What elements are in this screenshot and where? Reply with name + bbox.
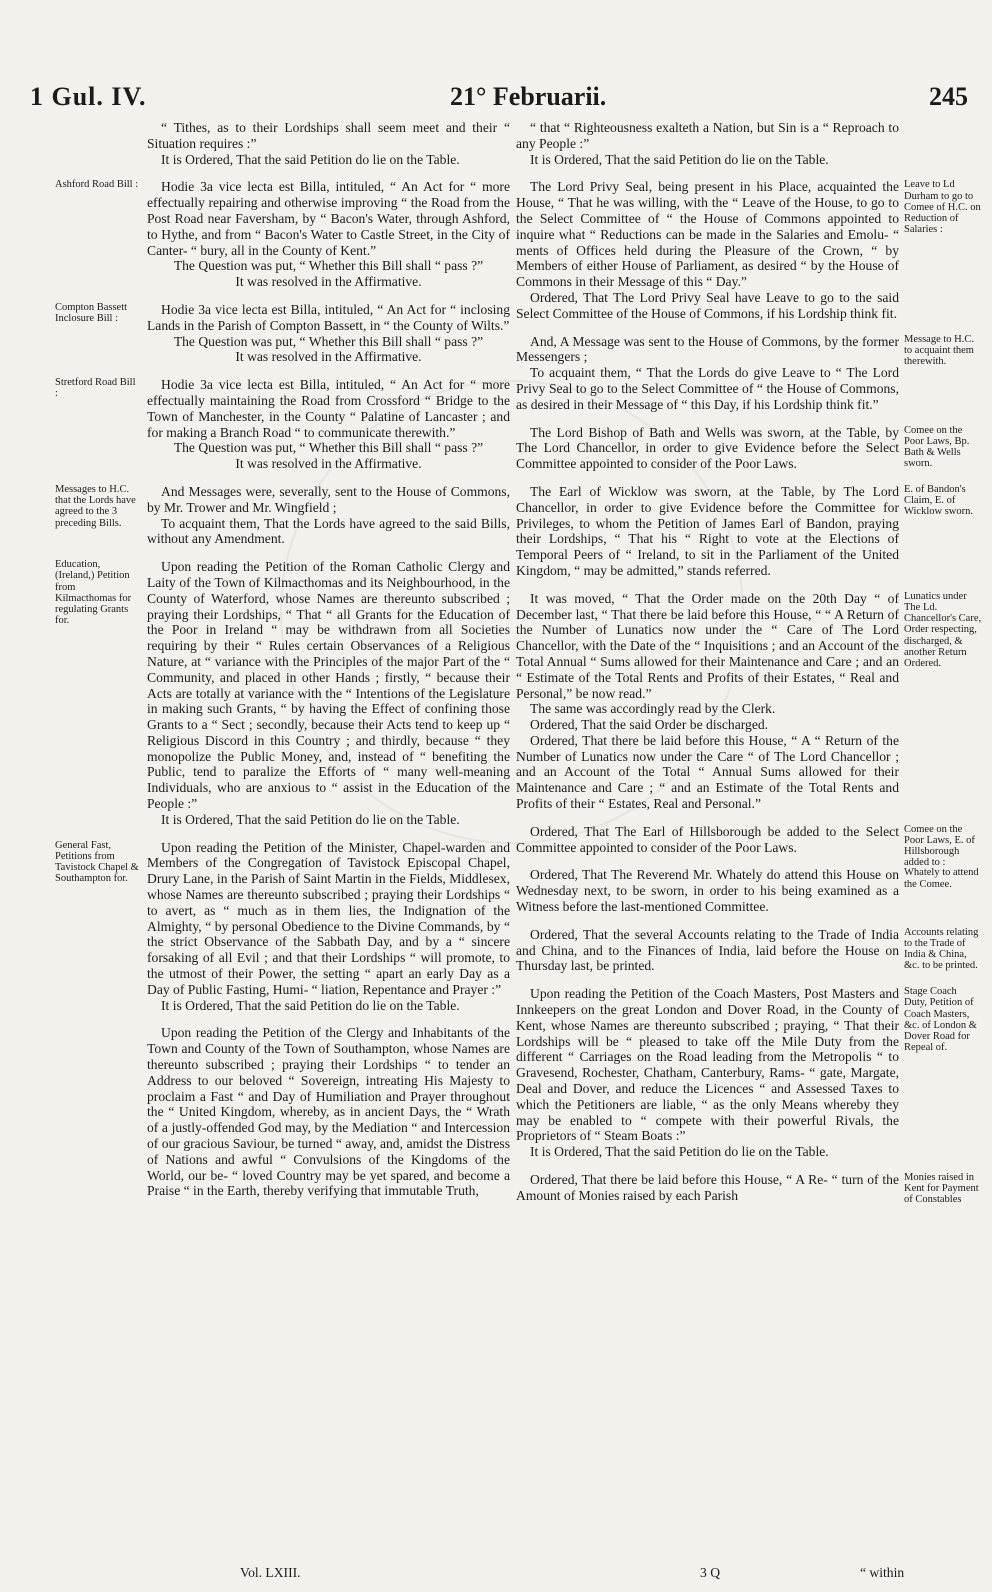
marginal-note: Compton Bassett Inclosure Bill : (55, 301, 128, 325)
marginal-note: Leave to Ld Durham to go to Comee of H.C. on Reduction of Salaries : (904, 179, 981, 236)
journal-entry (516, 120, 899, 167)
entry-paragraph: And, A Message was sent to the House of Commons, by the former Messengers ; (516, 333, 899, 365)
journal-entry (55, 301, 510, 365)
entry-paragraph: Hodie 3a vice lecta est Billa, intituled, “ An Act for “ inclosing Lands in the Parish of Compton Bassett, in “ the County of Wilts.” (147, 301, 510, 333)
entry-paragraph: It was moved, “ That the Order made on the 20th Day “ of December last, “ That there be laid before this House, “ “ A Return of the Number of Lunatics now under the “ Care of The Lord Chancellor, with the Date of the “ Inquisitions ; and an Account of the Total Annual “ Sums allowed for their Maintenance and Care ; and an “ Estimate of the Total Rents and Profits of their Estates, “ Real and Personal,” be now read.” (516, 590, 899, 701)
journal-entry (516, 867, 979, 915)
journal-entry (55, 559, 510, 828)
page-number: 245 (929, 82, 968, 111)
journal-entry (55, 839, 510, 1014)
marginal-note: Message to H.C. to acquaint them therewith. (904, 333, 974, 367)
entry-paragraph: Hodie 3a vice lecta est Billa, intituled, “ An Act for “ more effectually repairing and otherwise improving “ the Road from the Post Road near Faversham, by “ Bacon's Water, through Ashford, to Hythe, and from “ Bacon's Water to Castle Street, in the City of Canter- “ bury, all in the County of Kent.” (147, 179, 510, 258)
marginal-note: Whately to attend the Comee. (904, 867, 979, 890)
marginal-note: Messages to H.C. that the Lords have agreed to the 3 preceding Bills. (55, 483, 136, 529)
entry-paragraph: Ordered, That The Earl of Hillsborough be added to the Select Committee appointed to consider of the Poor Laws. (516, 823, 899, 855)
entry-paragraph: The Lord Privy Seal, being present in his Place, acquainted the House, “ That he was willing, with the “ Leave of the House, to go to the Select Committee of “ the House of Commons appointed to inquire what “ Reductions can be made in the Salaries and Emolu- “ ments of Offices held during the Pleasure of the Crown, “ by Members of either House of Parliament, as desired “ by the House of Commons in their Message of this “ Day.” (516, 179, 899, 290)
entry-paragraph: It is Ordered, That the said Petition do lie on the Table. (530, 1144, 829, 1160)
entry-paragraph: Ordered, That The Lord Privy Seal have Leave to go to the said Select Committee of the House of Commons, if his Lordship think fit. (516, 289, 899, 321)
marginal-note: Monies raised in Kent for Payment of Constables (904, 1172, 979, 1206)
right-column (516, 120, 982, 1216)
entry-paragraph: It was resolved in the Affirmative. (235, 456, 422, 472)
journal-entry (516, 179, 981, 321)
journal-entry (516, 590, 982, 812)
catchword: “ within (860, 1565, 905, 1580)
marginal-note: Lunatics under The Ld. Chancellor's Care, Order respecting, discharged, & another Return Ordered. (904, 590, 982, 669)
entry-paragraph: Hodie 3a vice lecta est Billa, intituled, “ An Act for “ more effectually maintaining the Road from Crossford “ Bridge to the Town of Manchester, in the County “ Palatine of Lancaster ; and for making a Branch Road “ to communicate therewith.” (147, 377, 510, 440)
page-header (30, 82, 968, 116)
journal-entry (516, 926, 979, 974)
journal-entry (147, 120, 510, 167)
entry-paragraph: It is Ordered, That the said Petition do lie on the Table. (161, 997, 460, 1013)
journal-entry (516, 483, 973, 579)
entry-paragraph: “ that “ Righteousness exalteth a Nation, but Sin is a “ Reproach to any People :” (516, 120, 899, 151)
signature-mark: 3 Q (700, 1565, 721, 1580)
entry-paragraph: Ordered, That the said Order be discharged. (530, 717, 769, 733)
entry-paragraph: The Question was put, “ Whether this Bill shall “ pass ?” (173, 333, 484, 349)
journal-entry (516, 333, 974, 413)
entry-paragraph: Upon reading the Petition of the Coach Masters, Post Masters and Innkeepers on the great London and Dover Road, in the County of Kent, whose Names are thereunto subscribed ; praying, “ That their Lordships will be “ pleased to take off the Mile Duty from the different “ Carriages on the Road leading from the Metropolis “ to Gravesend, Rochester, Chatham, Canterbury, Rams- “ gate, Margate, Deal and Dover, and reduce the Licences “ and Assessed Taxes to which the Petitioners are liable, “ as the only Means whereby they may be enabled to “ compete with their powerful Rivals, the Proprietors of “ Steam Boats :” (516, 986, 899, 1144)
journal-entry (516, 823, 975, 869)
journal-entry (516, 986, 977, 1160)
volume-marker: Vol. LXIII. (240, 1565, 301, 1580)
marginal-note: Ashford Road Bill : (55, 179, 139, 191)
entry-paragraph: Ordered, That The Reverend Mr. Whately do attend this House on Wednesday next, to be sworn, in order to his being examined as a Witness before the last-mentioned Committee. (516, 867, 899, 915)
entry-paragraph: Upon reading the Petition of the Roman Catholic Clergy and Laity of the Town of Kilmacthomas and its Neighbourhood, in the County of Waterford, whose Names are thereunto subscribed ; praying their Lordships, “ That “ all Grants for the Education of the Poor in Ireland “ may be withdrawn from all Societies requiring by their “ Rules certain Observances of a Religious Nature, at “ variance with the Principles of the major Part of the “ Community, and placed in other Hands ; firstly, “ because their Acts are totally at variance with the “ Intentions of the Legislature in making such Grants, “ by having the Effect of confining those Grants to a “ Sect ; secondly, because their Acts tend to keep up “ Religious Discord in this Country ; and thirdly, because “ they monopolize the Public Money, and, instead of “ benefiting the Public, tend to paralize the Efforts of “ many well-meaning Individuals, who are anxious to “ assist in the Education of the People :” (147, 559, 510, 812)
entry-paragraph: The Earl of Wicklow was sworn, at the Table, by The Lord Chancellor, in order to give Evidence before the Committee for Privileges, to whom the Petition of James Earl of Bandon, praying their Lordships, “ That his “ Right to vote at the Elections of Temporal Peers of “ Ireland, to sit in the Parliament of the United Kingdom, “ may be admitted,” stands referred. (516, 483, 899, 578)
journal-entry (55, 179, 510, 290)
entry-paragraph: It is Ordered, That the said Petition do lie on the Table. (161, 811, 460, 827)
journal-entry (516, 1172, 979, 1206)
marginal-note: Education, (Ireland,) Petition from Kilmacthomas for regulating Grants for. (55, 559, 132, 627)
marginal-note: Comee on the Poor Laws, Bp. Bath & Wells sworn. (904, 424, 970, 470)
entry-paragraph: The same was accordingly read by the Clerk. (530, 701, 776, 717)
entry-paragraph: It is Ordered, That the said Petition do lie on the Table. (161, 151, 460, 167)
entry-paragraph: Ordered, That the several Accounts relating to the Trade of India and China, and to the Finances of India, laid before the House on Thursday last, be printed. (516, 926, 899, 974)
marginal-note: E. of Bandon's Claim, E. of Wicklow sworn. (904, 483, 973, 518)
entry-paragraph: To acquaint them, “ That the Lords do give Leave to “ The Lord Privy Seal to go to the Select Committee of “ the House of Commons, as desired in their Message of “ this Day, if his Lordship think fit.” (516, 365, 899, 412)
entry-paragraph: Upon reading the Petition of the Minister, Chapel-warden and Members of the Congregation of Tavistock Episcopal Chapel, Drury Lane, in the Parish of Saint Martin in the Fields, Middlesex, whose Names are thereunto subscribed ; praying their Lordships “ to avert, as “ much as in them lies, the Indignation of the Almighty, “ by personal Obedience to the Divine Commands, by “ the strict Observance of the Sabbath Day, and by a “ sincere forsaking of all Evil ; and that their Lordships “ will promote, to the utmost of their Power, the setting “ apart an early Day as a Day of Public Fasting, Humi- “ liation, Repentance and Prayer :” (147, 839, 510, 997)
running-head-date: 21° Februarii. (450, 82, 607, 111)
entry-paragraph: The Question was put, “ Whether this Bill shall “ pass ?” (173, 440, 484, 456)
entry-paragraph: Ordered, That there be laid before this House, “ A “ Return of the Number of Lunatics now under the Care “ of The Lord Chancellor ; and an Account of the Total “ Annual Sums allowed for their Maintenance and Care ; “ and an Estimate of the Total Rents and Profits of their “ Estates, Real and Personal.” (516, 732, 899, 812)
marginal-note: General Fast, Petitions from Tavistock Chapel & Southampton for. (55, 839, 139, 885)
journal-entry (55, 483, 510, 547)
entry-paragraph: It is Ordered, That the said Petition do lie on the Table. (530, 151, 829, 167)
entry-paragraph: It was resolved in the Affirmative. (235, 349, 422, 365)
entry-paragraph: And Messages were, severally, sent to the House of Commons, by Mr. Trower and Mr. Wingfield ; (147, 483, 510, 515)
entry-paragraph: The Question was put, “ Whether this Bill shall “ pass ?” (173, 258, 484, 274)
journal-entry (55, 377, 510, 472)
marginal-note: Accounts relating to the Trade of India & China, &c. to be printed. (904, 926, 979, 972)
entry-paragraph: To acquaint them, That the Lords have agreed to the said Bills, without any Amendment. (147, 515, 510, 547)
entry-paragraph: The Lord Bishop of Bath and Wells was sworn, at the Table, by The Lord Chancellor, in order to give Evidence before the Select Committee appointed to consider of the Poor Laws. (516, 424, 899, 472)
journal-entry (147, 1025, 510, 1199)
marginal-note: Stretford Road Bill : (55, 377, 136, 400)
entry-paragraph: Ordered, That there be laid before this House, “ A Re- “ turn of the Amount of Monies raised by each Parish (516, 1172, 899, 1203)
entry-paragraph: It was resolved in the Affirmative. (235, 274, 422, 290)
entry-paragraph: Upon reading the Petition of the Clergy and Inhabitants of the Town and County of the Town of Southampton, whose Names are thereunto subscribed ; praying their Lordships “ to tender an Address to our beloved “ Sovereign, intreating His Majesty to proclaim a Fast “ and Day of Humiliation and Prayer throughout the “ United Kingdom, whereby, as in ancient Days, the “ Wrath of a justly-offended God may, by the Mediation “ and Intercession of our gracious Saviour, be turned “ away, and, amidst the Distress of Nations and awful “ Convulsions of the Kingdoms of the World, our be- “ loved Country may be yet spared, and become a Praise “ in the Earth, thereby verifying that immutable Truth, (147, 1025, 510, 1199)
entry-paragraph: “ Tithes, as to their Lordships shall seem meet and their “ Situation requires :” (147, 120, 510, 151)
running-head-regnal-year: 1 Gul. IV. (30, 82, 147, 111)
marginal-note: Stage Coach Duty, Petition of Coach Masters, &c. of London & Dover Road for Repeal of. (904, 986, 977, 1054)
journal-entry (516, 424, 970, 472)
marginal-note: Comee on the Poor Laws, E. of Hillsborough added to : (904, 823, 975, 869)
left-column (55, 120, 510, 1211)
